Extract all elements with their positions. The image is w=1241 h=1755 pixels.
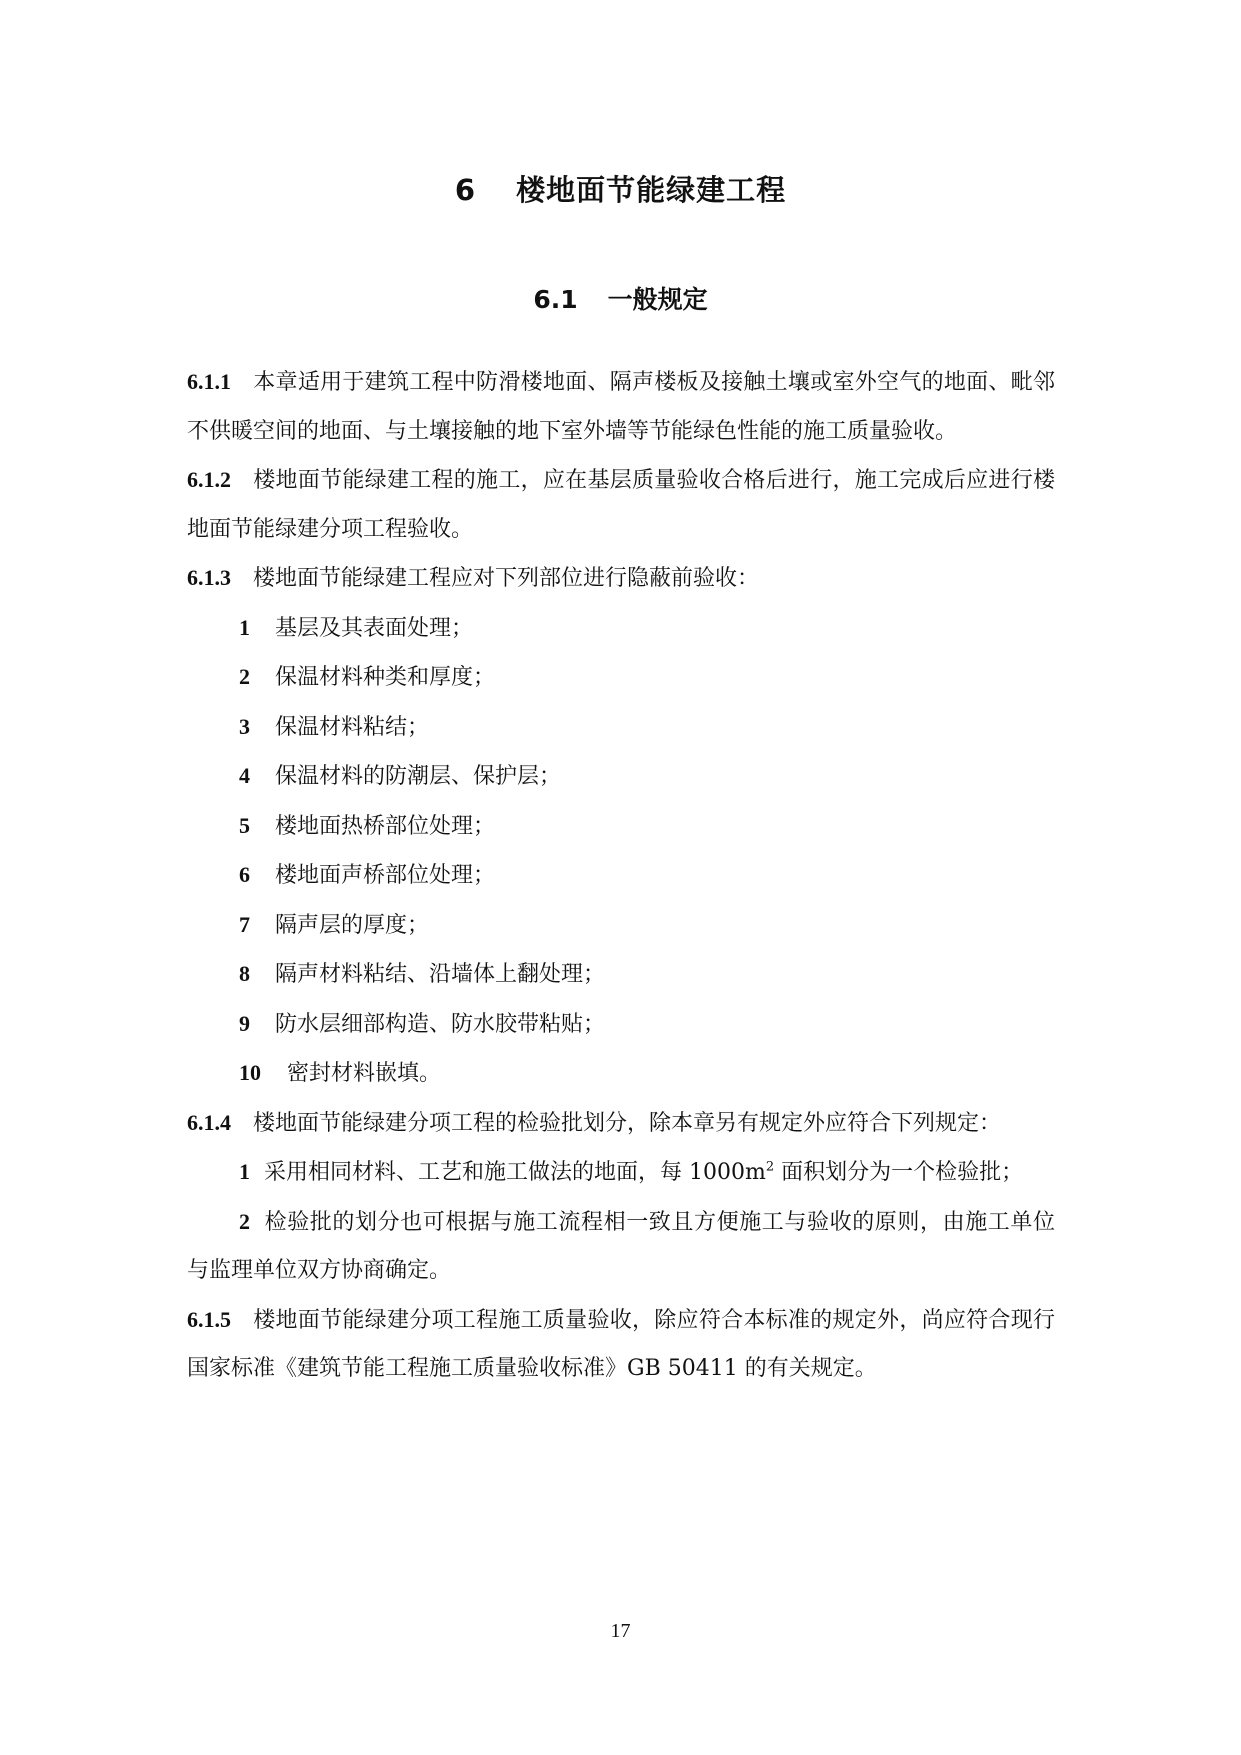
item-text: 隔声层的厚度； bbox=[275, 912, 430, 938]
item-text: 保温材料种类和厚度； bbox=[275, 665, 496, 690]
item-number: 2 bbox=[239, 664, 250, 689]
clause-text: 本章适用于建筑工程中防滑楼地面、隔声楼板及接触土壤或室外空气的地面、毗邻不供暖空间的地面、与土壤接触的地下室外墙等节能绿色性能的施工质量验收。 bbox=[187, 370, 1055, 444]
list-item bbox=[187, 1000, 1055, 1050]
chapter-title bbox=[0, 168, 1241, 209]
item-text: 楼地面热桥部位处理； bbox=[275, 813, 496, 839]
item-number: 10 bbox=[239, 1060, 261, 1085]
list-item bbox=[187, 604, 1055, 654]
item-number: 4 bbox=[239, 763, 250, 788]
chapter-number: 6 bbox=[454, 173, 477, 207]
clause-number: 6.1.5 bbox=[187, 1306, 231, 1332]
item-text-part-b: 面积划分为一个检验批； bbox=[774, 1160, 1024, 1185]
item-number: 8 bbox=[239, 961, 250, 986]
clause-6-1-3 bbox=[187, 554, 1055, 604]
clause-6-1-4 bbox=[187, 1099, 1055, 1149]
item-text: 保温材料的防潮层、保护层； bbox=[275, 764, 562, 789]
item-number: 5 bbox=[239, 812, 250, 838]
list-item bbox=[187, 802, 1055, 852]
item-number: 1 bbox=[239, 614, 250, 640]
clause-number: 6.1.2 bbox=[187, 467, 231, 492]
page-number: 17 bbox=[610, 1620, 631, 1642]
clause-text: 楼地面节能绿建工程的施工，应在基层质量验收合格后进行，施工完成后应进行楼地面节能绿建分项工程验收。 bbox=[187, 468, 1055, 542]
item-text: 基层及其表面处理； bbox=[275, 615, 474, 641]
list-item bbox=[187, 851, 1055, 901]
item-number: 7 bbox=[239, 911, 250, 937]
item-number: 3 bbox=[239, 713, 250, 739]
section-number: 6.1 bbox=[533, 285, 578, 314]
clause-number: 6.1.1 bbox=[187, 369, 231, 394]
chapter-title-text: 楼地面节能绿建工程 bbox=[516, 173, 787, 207]
clause-6-1-1 bbox=[187, 358, 1055, 456]
item-number: 9 bbox=[239, 1010, 250, 1036]
clause-text: 楼地面节能绿建分项工程的检验批划分，除本章另有规定外应符合下列规定： bbox=[253, 1110, 1002, 1136]
item-number: 1 bbox=[239, 1159, 250, 1184]
section-body bbox=[187, 358, 1055, 1394]
list-item bbox=[187, 901, 1055, 951]
clause-number: 6.1.4 bbox=[187, 1109, 231, 1135]
section-title bbox=[0, 280, 1241, 316]
item-text: 密封材料嵌填。 bbox=[287, 1061, 442, 1086]
section-title-text: 一般规定 bbox=[607, 285, 708, 314]
list-item bbox=[187, 1049, 1055, 1099]
item-number: 2 bbox=[239, 1208, 250, 1234]
item-number: 6 bbox=[239, 862, 250, 887]
item-text: 楼地面声桥部位处理； bbox=[275, 863, 496, 888]
item-text: 防水层细部构造、防水胶带粘贴； bbox=[275, 1011, 606, 1037]
clause-text: 楼地面节能绿建工程应对下列部位进行隐蔽前验收： bbox=[253, 566, 760, 591]
list-item bbox=[187, 752, 1055, 802]
clause-6-1-2 bbox=[187, 456, 1055, 554]
clause-number: 6.1.3 bbox=[187, 565, 231, 590]
item-text: 隔声材料粘结、沿墙体上翻处理； bbox=[275, 962, 606, 987]
list-item bbox=[187, 1198, 1055, 1296]
clause-6-1-5 bbox=[187, 1296, 1055, 1394]
item-text: 检验批的划分也可根据与施工流程相一致且方便施工与验收的原则，由施工单位与监理单位双方协商确定。 bbox=[187, 1209, 1055, 1283]
list-item bbox=[187, 653, 1055, 703]
list-item bbox=[187, 1148, 1055, 1198]
list-item bbox=[187, 703, 1055, 753]
clause-text: 楼地面节能绿建分项工程施工质量验收，除应符合本标准的规定外，尚应符合现行国家标准《建筑节能工程施工质量验收标准》GB 50411 的有关规定。 bbox=[187, 1307, 1055, 1381]
superscript: 2 bbox=[765, 1159, 775, 1175]
item-text-part-a: 采用相同材料、工艺和施工做法的地面，每 1000m bbox=[264, 1160, 766, 1185]
list-item bbox=[187, 950, 1055, 1000]
item-text: 保温材料粘结； bbox=[275, 714, 430, 740]
